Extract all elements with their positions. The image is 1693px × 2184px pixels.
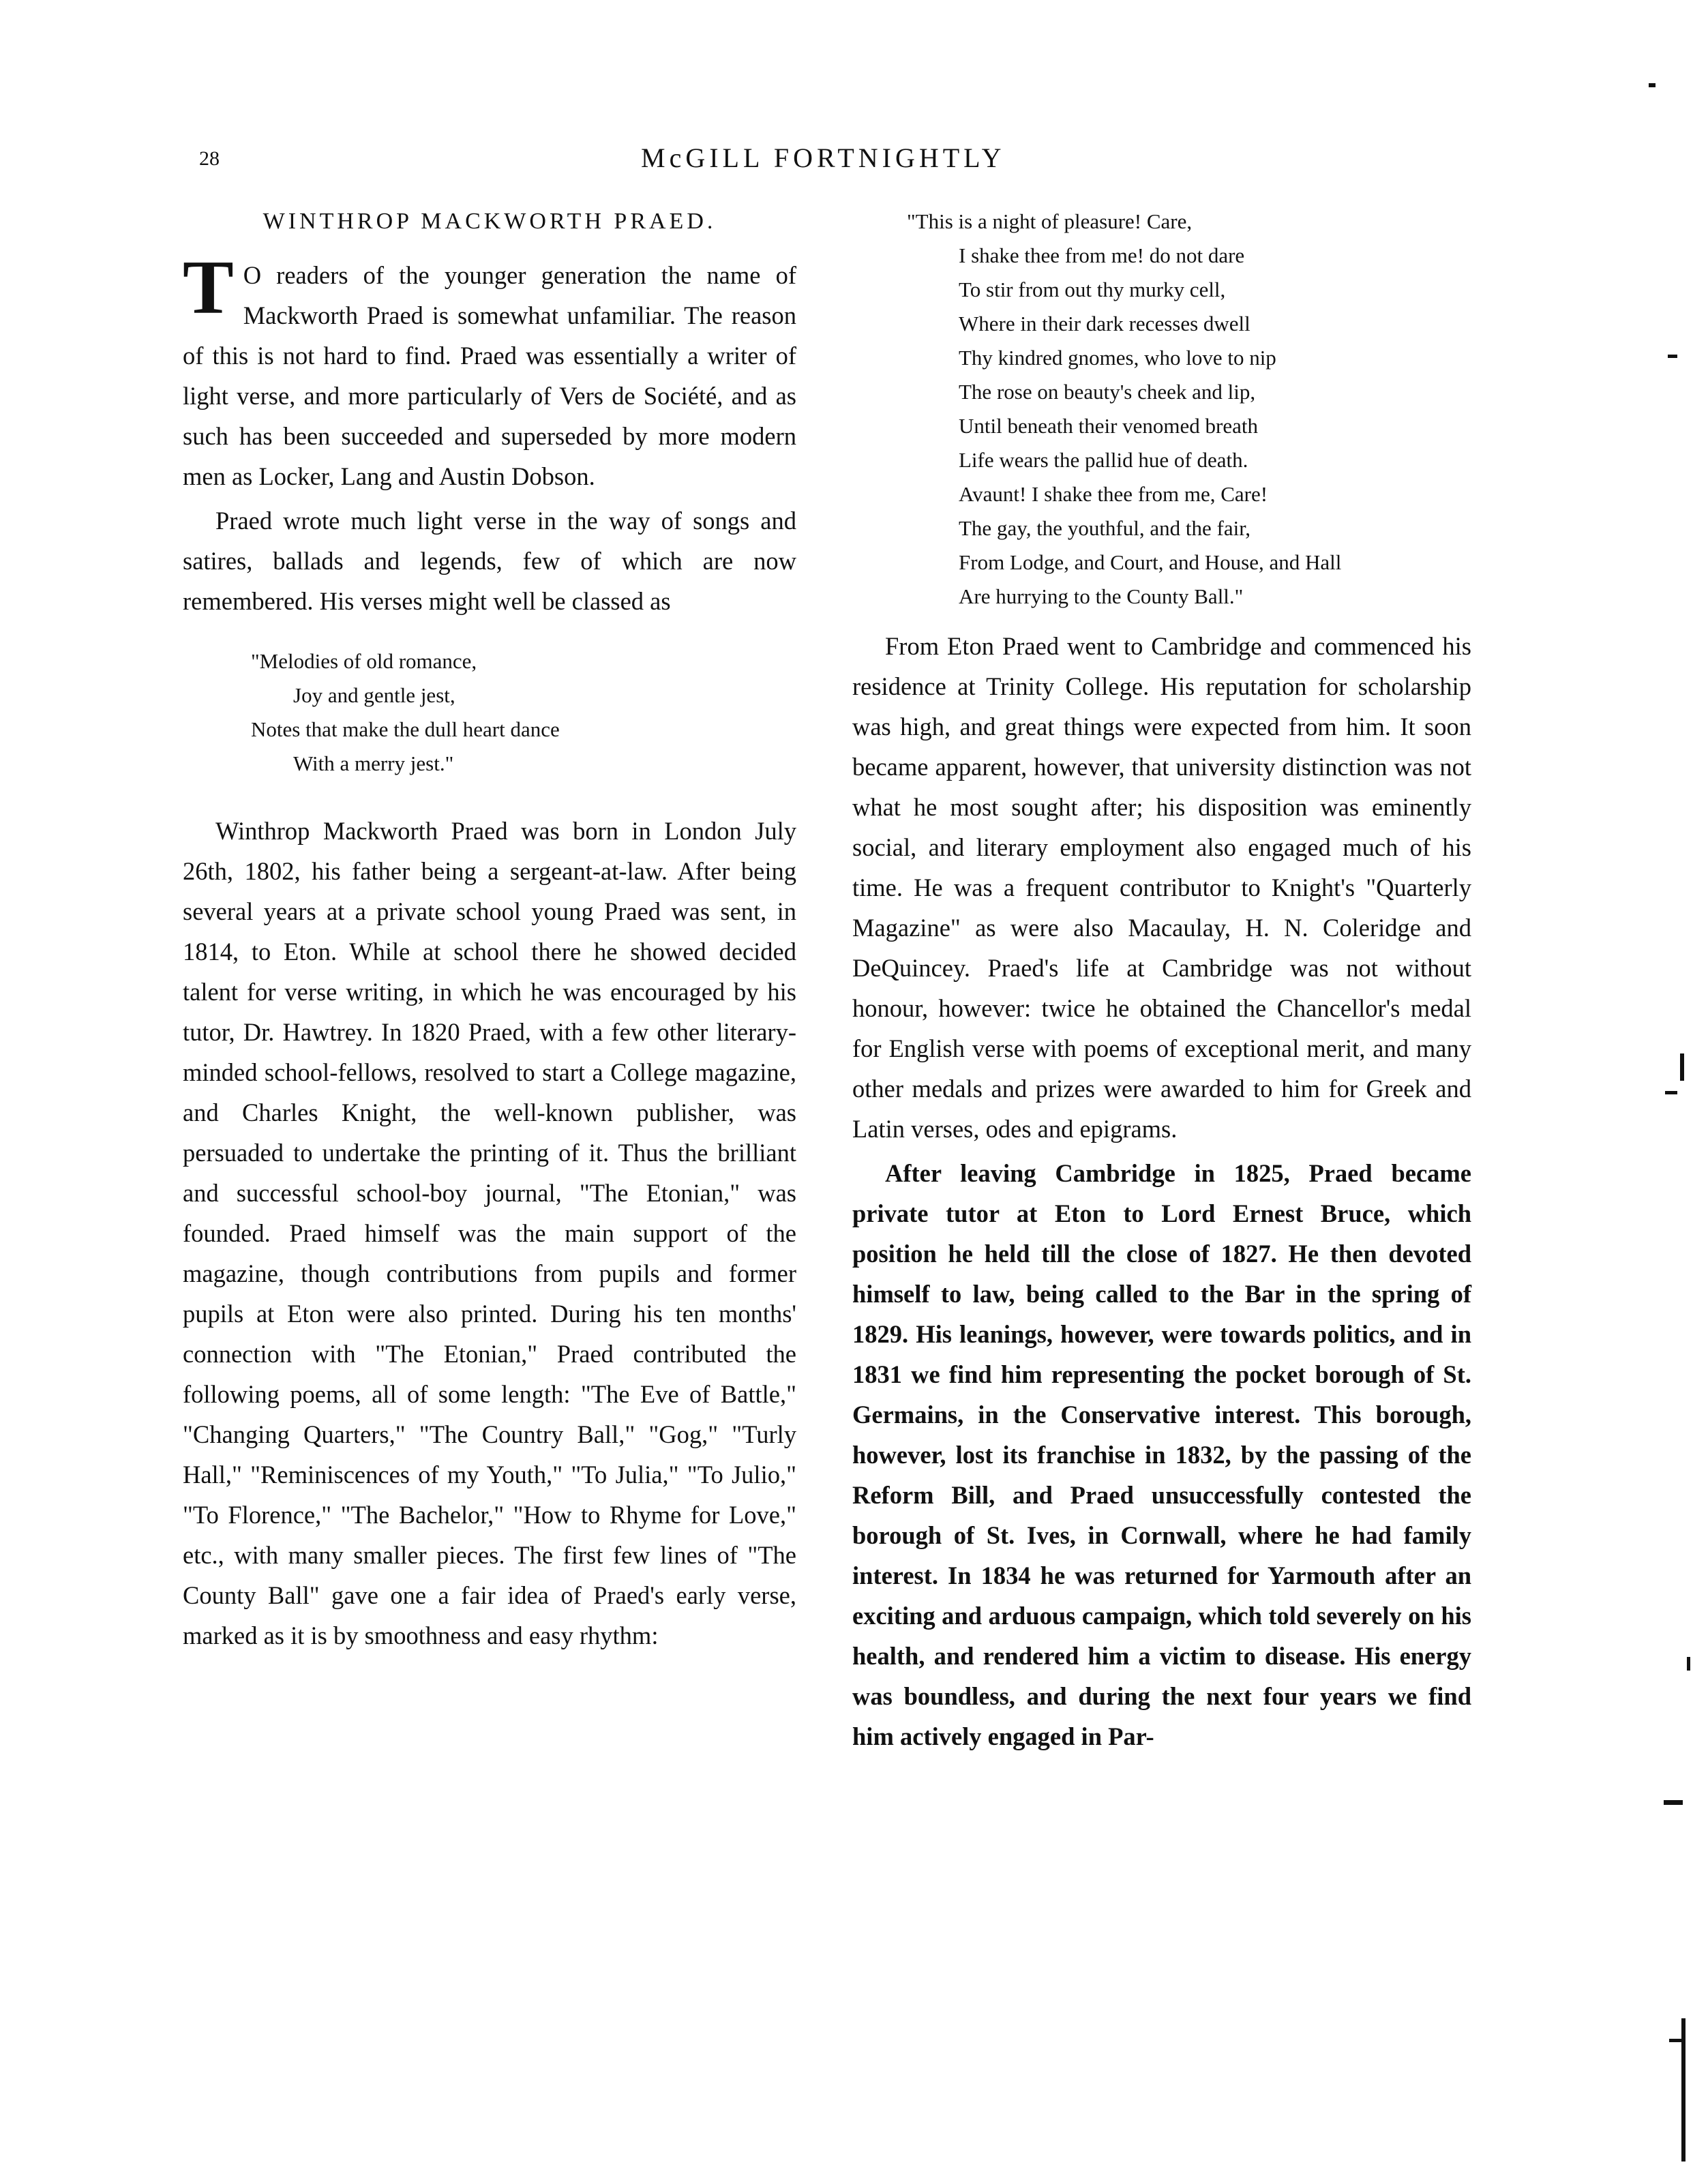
paragraph-4: From Eton Praed went to Cambridge and commenced his residence at Trinity College. His reputation for scholarship was high, and great things were expected from him. It soon became apparent, however, that university distinction was not what he most sought after; his disposition was eminently social, and literary employment also engaged much of his time. He was a frequent contributor to Knight's "Quarterly Magazine" as were also Macaulay, H. N. Coleridge and DeQuincey. Praed's life at Cambridge was not without honour, however: twice he obtained the Chancellor's medal for English verse with poems of exceptional merit, and many other medals and prizes were awarded to him for Greek and Latin verses, odes and epigrams. — [852, 632, 1471, 1143]
verse-county-ball — [852, 205, 1471, 614]
scan-mark — [1680, 1053, 1684, 1081]
verse-line: "This is a night of pleasure! Care, — [907, 209, 1193, 233]
verse-line: Are hurrying to the County Ball." — [959, 584, 1244, 608]
paragraph-3: Winthrop Mackworth Praed was born in London July 26th, 1802, his father being a sergeant-at-law. After being several years at a private school young Praed was sent, in 1814, to Eton. While at school there he showed decided talent for verse writing, in which he was encouraged by his tutor, Dr. Hawtrey. In 1820 Praed, with a few other literary-minded school-fellows, resolved to start a College magazine, and Charles Knight, the well-known publisher, was persuaded to undertake the printing of it. Thus the brilliant and successful school-boy journal, "The Etonian," was founded. Praed himself was the main support of the magazine, though contributions from pupils and former pupils at Eton were also printed. During his ten months' connection with "The Etonian," Praed contributed the following poems, all of some length: "The Eve of Battle," "Changing Quarters," "The Country Ball," "Gog," "Turly Hall," "Reminiscences of my Youth," "To Julia," "To Julio," "To Florence," "The Bachelor," "How to Rhyme for Love," etc., with many smaller pieces. The first few lines of "The County Ball" gave one a fair idea of Praed's early verse, marked as it is by smoothness and easy rhythm: — [183, 817, 796, 1649]
paragraph-1 — [183, 245, 796, 496]
article-title: WINTHROP MACKWORTH PRAED. — [263, 209, 717, 234]
verse-melodies — [183, 644, 796, 781]
verse-line: The rose on beauty's cheek and lip, — [959, 380, 1256, 404]
scan-mark — [1649, 83, 1655, 87]
verse-line: To stir from out thy murky cell, — [959, 278, 1226, 301]
scan-mark — [1665, 1091, 1677, 1094]
verse-line: From Lodge, and Court, and House, and Hall — [959, 550, 1342, 574]
verse-line: Notes that make the dull heart dance — [251, 717, 560, 741]
paragraph-5: After leaving Cambridge in 1825, Praed became private tutor at Eton to Lord Ernest Bruce, which position he held till the close of 1827. He then devoted himself to law, being called to the Bar in the spring of 1829. His leanings, however, were towards politics, and in 1831 we find him representing the pocket borough of St. Germains, in the Conservative interest. This borough, however, lost its franchise in 1832, by the passing of the Reform Bill, and Praed unsuccessfully contested the borough of St. Ives, in Cornwall, where he had family interest. In 1834 he was returned for Yarmouth after an exciting and arduous campaign, which told severely on his health, and rendered him a victim to disease. His energy was boundless, and during the next four years we find him actively engaged in Par- — [852, 1159, 1471, 1750]
paragraph-2: Praed wrote much light verse in the way of songs and satires, ballads and legends, few of which are now remembered. His verses might well be classed as — [183, 507, 796, 615]
verse-line: I shake thee from me! do not dare — [959, 243, 1245, 267]
drop-cap: T — [183, 245, 234, 330]
verse-line: Thy kindred gnomes, who love to nip — [959, 346, 1276, 370]
verse-line: Avaunt! I shake thee from me, Care! — [959, 482, 1268, 506]
scan-mark — [1668, 355, 1677, 358]
verse-line: Where in their dark recesses dwell — [959, 312, 1250, 335]
verse-line: "Melodies of old romance, — [251, 649, 477, 673]
verse-line: Joy and gentle jest, — [293, 683, 455, 707]
verse-line: Life wears the pallid hue of death. — [959, 448, 1248, 472]
verse-line: With a merry jest." — [293, 751, 454, 775]
journal-title: McGILL FORTNIGHTLY — [641, 143, 1006, 173]
right-column — [852, 205, 1471, 1756]
verse-line: Until beneath their venomed breath — [959, 414, 1259, 438]
scan-mark — [1669, 2039, 1684, 2042]
page-number: 28 — [199, 147, 220, 170]
scan-mark — [1687, 1657, 1690, 1671]
running-head — [0, 142, 1693, 183]
scan-mark — [1664, 1800, 1683, 1805]
left-column — [183, 205, 796, 1656]
verse-line: The gay, the youthful, and the fair, — [959, 516, 1251, 540]
paragraph-1-text: O readers of the younger generation the name of Mackworth Praed is somewhat unfamiliar. The reason of this is not hard to find. Praed was essentially a writer of light verse, and more particularly of Vers de Société, and as such has been succeeded and superseded by more modern men as Locker, Lang and Austin Dobson. — [183, 261, 796, 490]
